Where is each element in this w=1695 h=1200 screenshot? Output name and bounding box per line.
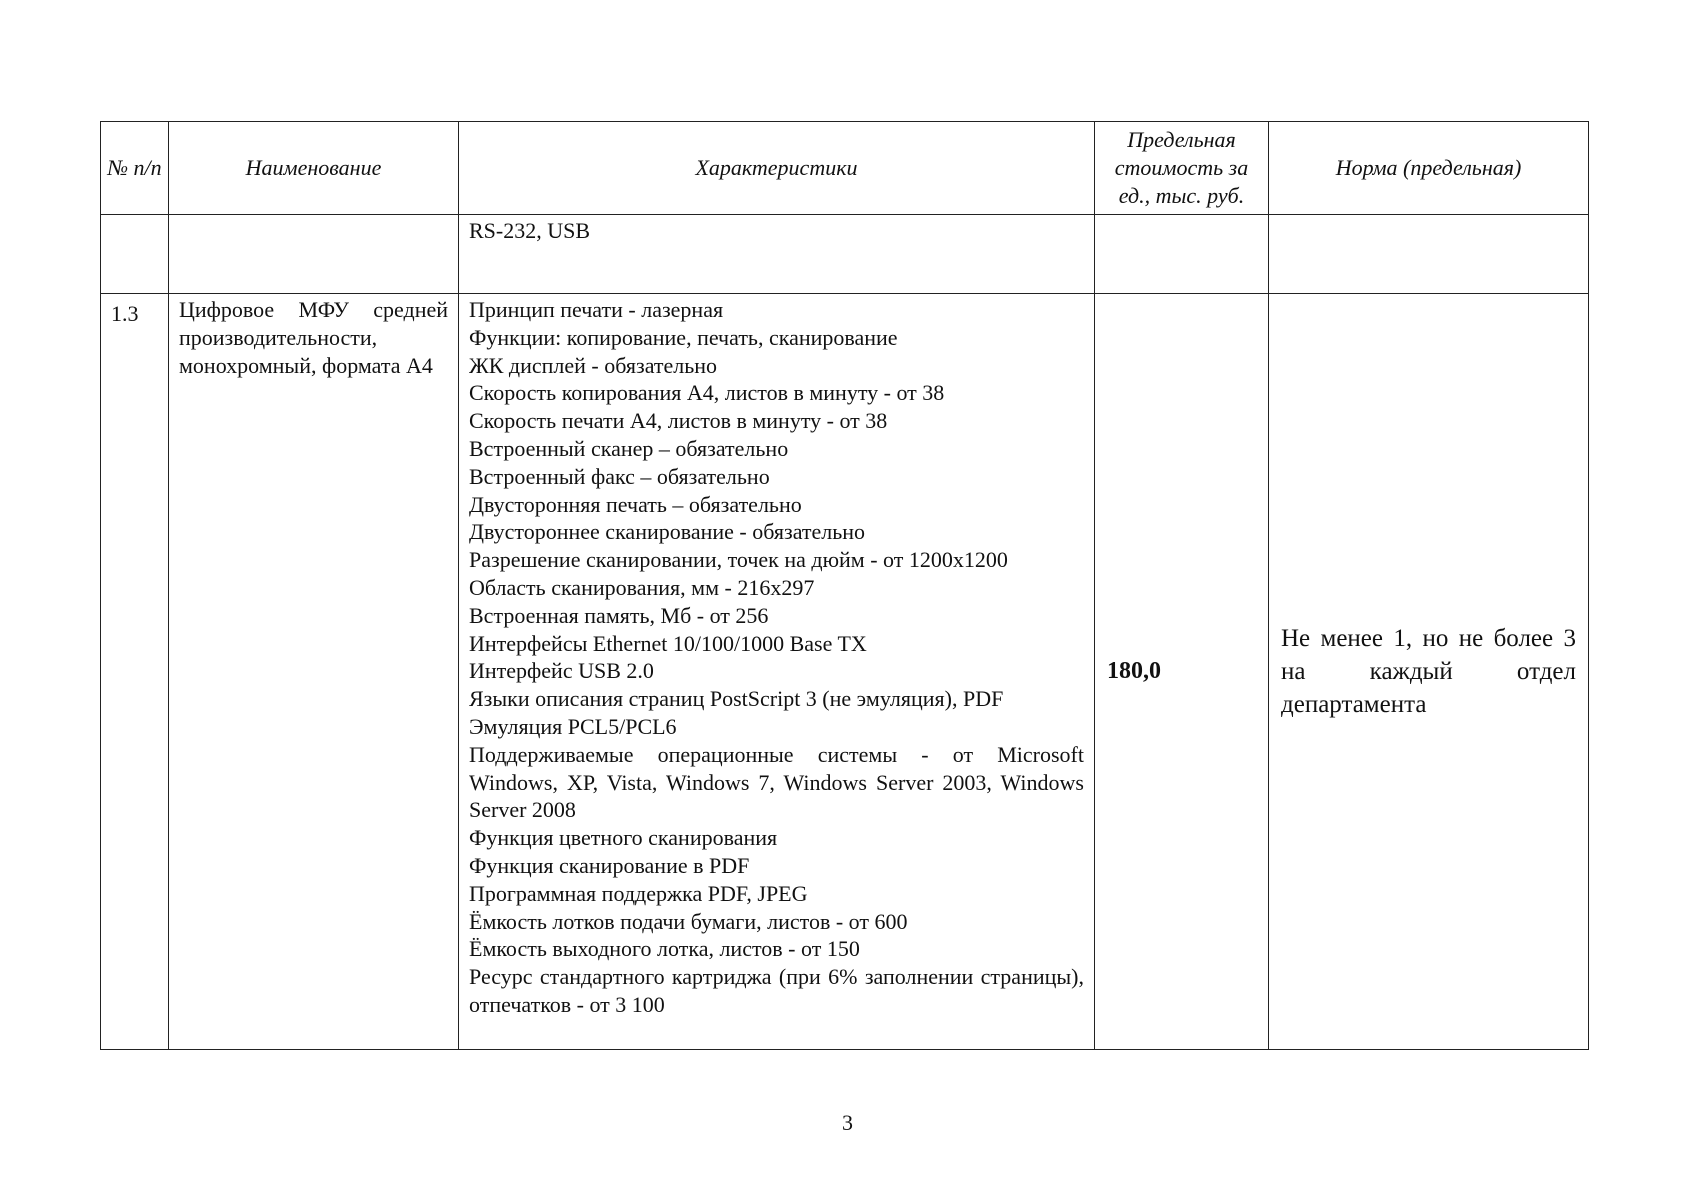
cont-price-cell (1095, 215, 1269, 294)
spec-line: Эмуляция PCL5/PCL6 (469, 713, 677, 739)
spec-line: Функция цветного сканирования (469, 825, 778, 851)
spec-line: Встроенная память, Мб - от 256 (469, 602, 769, 628)
spec-line: Ёмкость лотков подачи бумаги, листов - от 600 (469, 908, 908, 934)
cont-norm-cell (1269, 215, 1589, 294)
spec-line: Встроенный факс – обязательно (469, 463, 770, 489)
spec-line: Ёмкость выходного лотка, листов - от 150 (469, 936, 860, 962)
header-num: № п/п (101, 122, 169, 215)
cont-num-cell (101, 215, 169, 294)
spec-line: Программная поддержка PDF, JPEG (469, 880, 808, 906)
header-name: Наименование (169, 122, 459, 215)
item-name-cell: Цифровое МФУ средней производительности, монохромный, формата А4 (169, 294, 459, 1050)
cont-specs-cell: RS-232, USB (459, 215, 1095, 294)
spec-line: Скорость копирования А4, листов в минуту - от 38 (469, 380, 945, 406)
spec-line: Принцип печати - лазерная (469, 297, 724, 322)
spec-line: Область сканирования, мм - 216x297 (469, 574, 815, 600)
spec-line: Встроенный сканер – обязательно (469, 435, 789, 461)
spec-line: Разрешение сканировании, точек на дюйм - от 1200x1200 (469, 547, 1008, 573)
spec-line: Поддерживаемые операционные системы - от Microsoft Windows, XP, Vista, Windows 7, Windows Server 2003, Windows Server 2008 (469, 741, 1084, 823)
spec-line: Интерфейсы Ethernet 10/100/1000 Base TX (469, 630, 867, 656)
spec-line: Функции: копирование, печать, сканирование (469, 324, 898, 350)
table-header-row (101, 122, 1589, 215)
table-row-item (101, 294, 1589, 1050)
spec-line: Двустороннее сканирование - обязательно (469, 519, 866, 545)
spec-line: ЖК дисплей - обязательно (469, 352, 718, 378)
item-norm-cell: Не менее 1, но не более 3 на каждый отдел департамента (1269, 294, 1589, 1050)
spec-line: Функция сканирование в PDF (469, 852, 750, 878)
spec-line: Скорость печати А4, листов в минуту - от 38 (469, 408, 888, 434)
spec-line: Ресурс стандартного картриджа (при 6% заполнении страницы), отпечатков - от 3 100 (469, 964, 1084, 1017)
item-specs-cell (459, 294, 1095, 1050)
page-number: 3 (842, 1110, 853, 1135)
spec-line: Языки описания страниц PostScript 3 (не эмуляция), PDF (469, 686, 1004, 712)
header-price: Предельная стоимость за ед., тыс. руб. (1095, 122, 1269, 215)
header-specs: Характеристики (459, 122, 1095, 215)
table-row-continuation (101, 215, 1589, 294)
header-norm: Норма (предельная) (1269, 122, 1589, 215)
spec-line: Интерфейс USB 2.0 (469, 658, 654, 684)
cont-name-cell (169, 215, 459, 294)
item-price-cell: 180,0 (1095, 294, 1269, 1050)
item-num-cell: 1.3 (101, 294, 169, 1050)
spec-line: Двусторонняя печать – обязательно (469, 491, 802, 517)
specs-table (100, 121, 1589, 1050)
